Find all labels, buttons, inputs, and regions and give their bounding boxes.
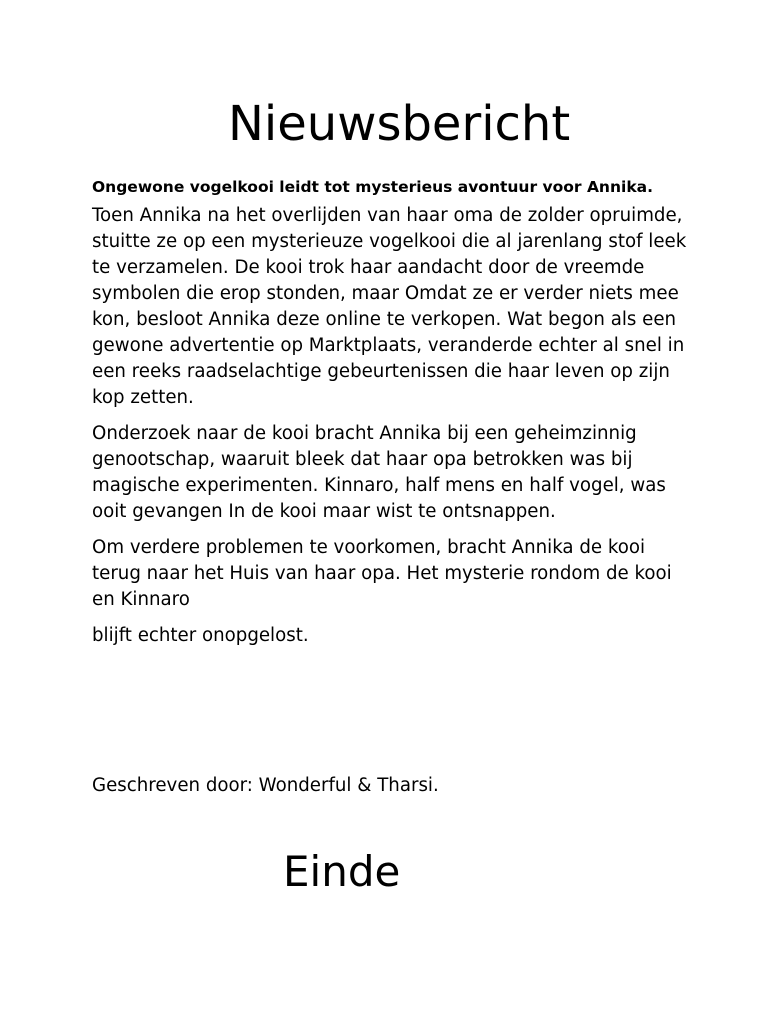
paragraph-4: blijft echter onopgelost. [92,625,309,646]
page-title: Nieuwsbericht [228,96,571,152]
paragraph-2: Onderzoek naar de kooi bracht Annika bij een geheimzinnig genootschap, waaruit bleek dat haar opa betrokken was bij magische experimenten. Kinnaro, half mens en half vogel, was ooit gevangen In de kooi maar wist te ontsnappen. [92,423,666,522]
paragraph-1: Toen Annika na het overlijden van haar oma de zolder opruimde, stuitte ze op een mysterieuze vogelkooi die al jarenlang stof leek te verzamelen. De kooi trok haar aandacht door de vreemde symbolen die erop stonden, maar Omdat ze er verder niets mee kon, besloot Annika deze online te verkopen. Wat begon als een gewone advertentie op Marktplaats, veranderde echter al snel in een reeks raadselachtige gebeurtenissen die haar leven op zijn kop zetten. [92,205,687,408]
author-credit: Geschreven door: Wonderful & Tharsi. [92,775,439,796]
article-subtitle: Ongewone vogelkooi leidt tot mysterieus avontuur voor Annika. [92,178,653,196]
paragraph-3: Om verdere problemen te voorkomen, bracht Annika de kooi terug naar het Huis van haar opa. Het mysterie rondom de kooi en Kinnaro [92,537,672,610]
end-heading: Einde [283,847,401,896]
article-body [92,176,692,659]
